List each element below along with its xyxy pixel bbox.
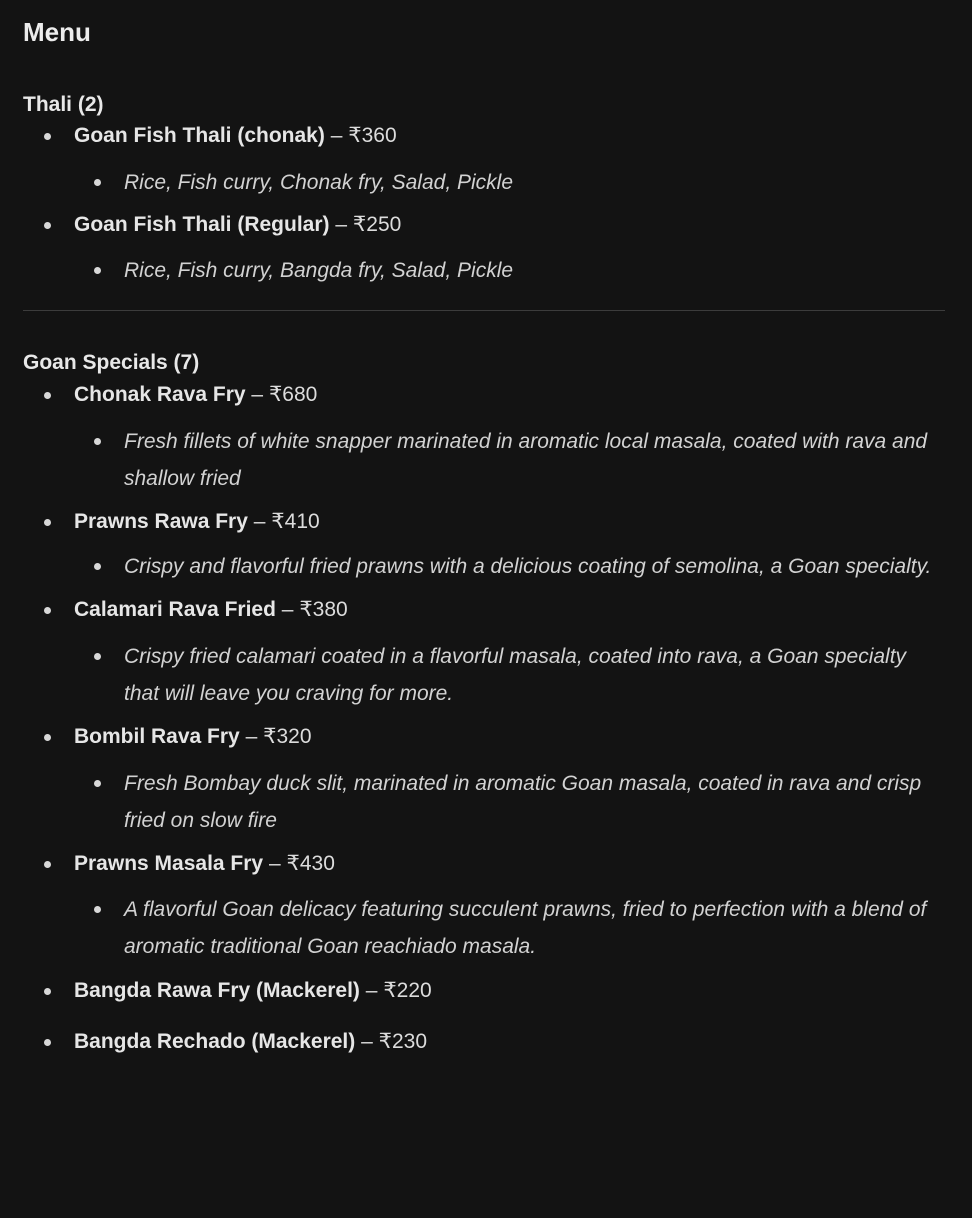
menu-item-row	[23, 1028, 945, 1056]
menu-item[interactable]	[23, 211, 945, 289]
item-separator: –	[253, 510, 266, 533]
section-title: Thali (2)	[23, 93, 104, 116]
menu-item[interactable]	[23, 723, 945, 839]
item-price: ₹380	[299, 598, 348, 621]
bullet-icon	[44, 222, 51, 229]
item-name: Goan Fish Thali (chonak)	[74, 124, 325, 147]
menu-item[interactable]	[23, 596, 945, 712]
bullet-icon	[44, 607, 51, 614]
menu-page	[23, 0, 945, 1056]
item-separator: –	[365, 979, 378, 1002]
bullet-icon	[94, 906, 101, 913]
item-name: Bangda Rawa Fry (Mackerel)	[74, 979, 360, 1002]
menu-item[interactable]	[23, 1028, 945, 1056]
item-description-row	[23, 891, 945, 965]
menu-item[interactable]	[23, 381, 945, 497]
menu-item[interactable]	[23, 850, 945, 965]
item-separator: –	[268, 852, 281, 875]
bullet-icon	[94, 267, 101, 274]
item-description-row	[23, 638, 945, 712]
menu-item-row	[23, 211, 945, 239]
item-description: Crispy and flavorful fried prawns with a delicious coating of semolina, a Goan specialty.	[124, 555, 932, 578]
bullet-icon	[94, 653, 101, 660]
menu-item-row	[23, 122, 945, 150]
item-description-row	[23, 252, 945, 289]
item-separator: –	[361, 1030, 373, 1053]
item-price: ₹360	[348, 124, 397, 147]
bullet-icon	[94, 438, 101, 445]
item-price: ₹680	[268, 383, 318, 406]
item-name: Bangda Rechado (Mackerel)	[74, 1030, 356, 1053]
item-price: ₹430	[286, 852, 335, 875]
item-name: Chonak Rava Fry	[74, 383, 246, 406]
item-description: Fresh fillets of white snapper marinated in aromatic local masala, coated with rava and shallow fried	[124, 430, 928, 490]
item-name: Prawns Masala Fry	[74, 852, 264, 875]
item-price: ₹230	[378, 1030, 428, 1053]
menu-item-row	[23, 723, 945, 751]
menu-item-row	[23, 596, 945, 624]
section-thali	[23, 91, 945, 289]
item-description-row	[23, 765, 945, 839]
menu-item-row	[23, 977, 945, 1005]
bullet-icon	[94, 780, 101, 787]
menu-item[interactable]	[23, 977, 945, 1005]
item-name: Prawns Rawa Fry	[74, 510, 248, 533]
bullet-icon	[44, 861, 51, 868]
item-separator: –	[251, 383, 264, 406]
item-description: Rice, Fish curry, Chonak fry, Salad, Pickle	[124, 171, 514, 194]
item-description: Rice, Fish curry, Bangda fry, Salad, Pickle	[124, 259, 514, 282]
item-description-row	[23, 164, 945, 201]
bullet-icon	[44, 519, 51, 526]
menu-item[interactable]	[23, 508, 945, 585]
bullet-icon	[44, 133, 51, 140]
section-title: Goan Specials (7)	[23, 351, 200, 374]
item-name: Goan Fish Thali (Regular)	[74, 213, 330, 236]
item-name: Bombil Rava Fry	[74, 725, 240, 748]
menu-item-list	[23, 122, 945, 289]
item-price: ₹220	[383, 979, 432, 1002]
section-goan-specials	[23, 349, 945, 1056]
bullet-icon	[44, 392, 51, 399]
item-separator: –	[330, 124, 343, 147]
item-description-row	[23, 423, 945, 497]
item-name: Calamari Rava Fried	[74, 598, 276, 621]
bullet-icon	[94, 179, 101, 186]
item-separator: –	[245, 725, 258, 748]
menu-item-row	[23, 381, 945, 409]
item-price: ₹250	[352, 213, 402, 236]
bullet-icon	[44, 988, 51, 995]
item-separator: –	[281, 598, 294, 621]
menu-item-row	[23, 508, 945, 536]
item-price: ₹320	[263, 725, 312, 748]
item-description: A flavorful Goan delicacy featuring succulent prawns, fried to perfection with a blend of aromatic traditional Goan reachiado masala.	[124, 898, 927, 958]
section-divider	[23, 310, 945, 311]
menu-item[interactable]	[23, 122, 945, 201]
page-title: Menu	[23, 17, 91, 47]
bullet-icon	[44, 1039, 51, 1046]
bullet-icon	[94, 563, 101, 570]
item-description: Crispy fried calamari coated in a flavorful masala, coated into rava, a Goan specialty that will leave you craving for more.	[124, 645, 907, 705]
item-description: Fresh Bombay duck slit, marinated in aromatic Goan masala, coated in rava and crisp fried on slow fire	[124, 772, 922, 832]
menu-item-list	[23, 381, 945, 1056]
bullet-icon	[44, 734, 51, 741]
item-separator: –	[335, 213, 348, 236]
item-price: ₹410	[271, 510, 320, 533]
menu-item-row	[23, 850, 945, 878]
item-description-row	[23, 548, 945, 585]
